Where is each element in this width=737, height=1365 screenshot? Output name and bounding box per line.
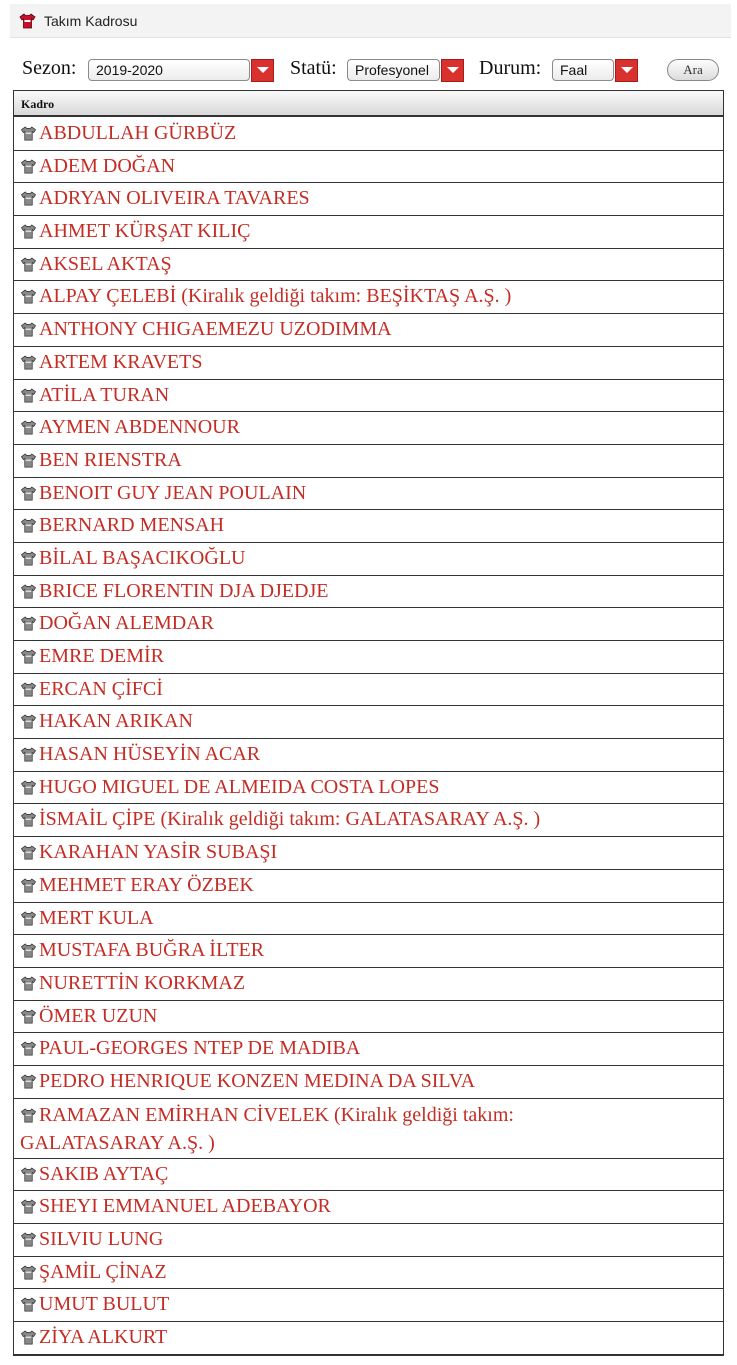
player-row[interactable]: [14, 674, 723, 707]
player-row[interactable]: [14, 1159, 723, 1192]
player-row[interactable]: [14, 608, 723, 641]
jersey-icon: [20, 486, 37, 501]
player-name-link[interactable]: SILVIU LUNG: [39, 1228, 164, 1250]
player-row[interactable]: [14, 1289, 723, 1322]
player-name-link[interactable]: AHMET KÜRŞAT KILIÇ: [39, 220, 251, 243]
player-row[interactable]: [14, 706, 723, 739]
status-select[interactable]: Profesyonel: [347, 59, 440, 81]
season-select[interactable]: 2019-2020: [88, 59, 250, 81]
player-row[interactable]: [14, 1322, 723, 1355]
player-name-link[interactable]: ZİYA ALKURT: [39, 1326, 168, 1349]
loan-note: (Kiralık geldiği takım: BEŞİKTAŞ A.Ş. ): [176, 285, 512, 308]
player-row[interactable]: [14, 1001, 723, 1034]
player-name-link[interactable]: DOĞAN ALEMDAR: [39, 612, 214, 635]
state-select[interactable]: Faal: [552, 59, 614, 81]
player-name-link[interactable]: ALPAY ÇELEBİ: [39, 285, 177, 308]
player-name-link[interactable]: BEN RIENSTRA: [39, 448, 182, 471]
player-name-link[interactable]: AYMEN ABDENNOUR: [39, 416, 240, 439]
jersey-icon: [20, 1297, 37, 1312]
player-row[interactable]: [14, 903, 723, 936]
jersey-icon: [20, 257, 37, 272]
player-name-link[interactable]: RAMAZAN EMİRHAN CİVELEK: [39, 1103, 329, 1126]
player-name-link[interactable]: ŞAMİL ÇİNAZ: [39, 1260, 167, 1283]
roster-rows: [14, 118, 723, 1355]
player-name-link[interactable]: MERT KULA: [39, 906, 154, 929]
player-name-link[interactable]: EMRE DEMİR: [39, 645, 164, 667]
player-row[interactable]: [14, 968, 723, 1001]
jersey-icon: [20, 1265, 37, 1280]
player-row[interactable]: [14, 1099, 723, 1159]
player-row[interactable]: [14, 772, 723, 805]
jersey-icon: [20, 453, 37, 468]
player-name-link[interactable]: ABDULLAH GÜRBÜZ: [39, 122, 237, 144]
player-name-link[interactable]: BİLAL BAŞACIKOĞLU: [39, 546, 246, 569]
player-name-link[interactable]: ÖMER UZUN: [39, 1004, 158, 1027]
roster-table: [13, 90, 724, 1356]
jersey-icon: [20, 682, 37, 697]
player-name-link[interactable]: NURETTİN KORKMAZ: [39, 971, 246, 994]
player-row[interactable]: [14, 478, 723, 511]
jersey-icon: [20, 322, 37, 337]
jersey-icon: [20, 159, 37, 174]
season-dropdown-button[interactable]: [251, 59, 274, 82]
player-name-link[interactable]: ADEM DOĞAN: [39, 154, 176, 177]
player-row[interactable]: [14, 314, 723, 347]
player-row[interactable]: [14, 183, 723, 216]
jersey-icon: [20, 649, 37, 664]
jersey-icon: [20, 976, 37, 991]
player-row[interactable]: [14, 1066, 723, 1099]
status-dropdown-button[interactable]: [441, 59, 464, 82]
player-name-link[interactable]: MEHMET ERAY ÖZBEK: [39, 873, 254, 896]
jersey-icon: [20, 224, 37, 239]
player-row[interactable]: [14, 837, 723, 870]
jersey-icon: [20, 812, 37, 827]
jersey-icon: [20, 747, 37, 762]
status-label: Statü:: [290, 57, 337, 79]
jersey-icon: [20, 1330, 37, 1345]
player-row[interactable]: [14, 216, 723, 249]
jersey-icon: [20, 420, 37, 435]
player-row[interactable]: [14, 281, 723, 314]
player-row[interactable]: [14, 804, 723, 837]
player-name-link[interactable]: ERCAN ÇİFCİ: [39, 677, 163, 700]
player-row[interactable]: [14, 935, 723, 968]
jersey-icon: [20, 551, 37, 566]
player-name-link[interactable]: UMUT BULUT: [39, 1293, 170, 1316]
player-row[interactable]: [14, 870, 723, 903]
player-name-link[interactable]: ANTHONY CHIGAEMEZU UZODIMMA: [39, 318, 392, 341]
player-name-link[interactable]: ARTEM KRAVETS: [39, 350, 203, 373]
player-name-link[interactable]: ADRYAN OLIVEIRA TAVARES: [39, 187, 310, 210]
player-row[interactable]: [14, 1191, 723, 1224]
panel-title: Takım Kadrosu: [44, 13, 138, 29]
player-name-link[interactable]: BENOIT GUY JEAN POULAIN: [39, 481, 307, 504]
player-name-link[interactable]: MUSTAFA BUĞRA İLTER: [39, 939, 265, 962]
player-row[interactable]: [14, 445, 723, 478]
player-row[interactable]: [14, 1257, 723, 1290]
player-name-link[interactable]: BERNARD MENSAH: [39, 514, 225, 537]
player-row[interactable]: [14, 151, 723, 184]
player-row[interactable]: [14, 1224, 723, 1257]
player-row[interactable]: [14, 249, 723, 282]
state-dropdown-button[interactable]: [615, 59, 638, 82]
player-name-link[interactable]: ATİLA TURAN: [39, 383, 170, 406]
jersey-icon: [20, 616, 37, 631]
jersey-icon: [20, 1232, 37, 1247]
player-name-link[interactable]: KARAHAN YASİR SUBAŞI: [39, 841, 278, 864]
jersey-icon: [20, 878, 37, 893]
search-button[interactable]: Ara: [667, 59, 719, 81]
player-row[interactable]: [14, 347, 723, 380]
jersey-icon: [20, 289, 37, 304]
player-name-link[interactable]: PAUL-GEORGES NTEP DE MADIBA: [39, 1037, 361, 1060]
jersey-icon: [20, 943, 37, 958]
jersey-icon: [19, 13, 36, 29]
table-header: [14, 91, 723, 117]
loan-note: (Kiralık geldiği takım: GALATASARAY A.Ş. ): [155, 808, 541, 831]
player-row[interactable]: [14, 380, 723, 413]
jersey-icon: [20, 518, 37, 533]
jersey-icon: [20, 1041, 37, 1056]
season-label: Sezon:: [22, 57, 77, 79]
jersey-icon: [20, 126, 37, 141]
jersey-icon: [20, 780, 37, 795]
player-name-link[interactable]: HUGO MIGUEL DE ALMEIDA COSTA LOPES: [39, 775, 440, 798]
player-name-link[interactable]: HAKAN ARIKAN: [39, 710, 193, 733]
state-label: Durum:: [479, 57, 542, 79]
jersey-icon: [20, 1167, 37, 1182]
player-row[interactable]: [14, 412, 723, 445]
jersey-icon: [20, 584, 37, 599]
jersey-icon: [20, 714, 37, 729]
jersey-icon: [20, 355, 37, 370]
player-name-link[interactable]: HASAN HÜSEYİN ACAR: [39, 743, 261, 766]
player-row[interactable]: [14, 641, 723, 674]
jersey-icon: [20, 388, 37, 403]
jersey-icon: [20, 845, 37, 860]
jersey-icon: [20, 1199, 37, 1214]
jersey-icon: [20, 1108, 37, 1123]
player-name-link[interactable]: İSMAİL ÇİPE: [39, 808, 156, 831]
jersey-icon: [20, 1074, 37, 1089]
filter-bar: [22, 56, 730, 86]
loan-note: (Kiralık geldiği takım: GALATASARAY A.Ş. ): [20, 1103, 514, 1154]
column-header-kadro: Kadro: [21, 97, 55, 111]
player-row[interactable]: [14, 543, 723, 576]
player-row[interactable]: [14, 576, 723, 609]
player-row[interactable]: [14, 1033, 723, 1066]
jersey-icon: [20, 191, 37, 206]
player-name-link[interactable]: SAKIB AYTAÇ: [39, 1162, 169, 1185]
player-row[interactable]: [14, 510, 723, 543]
player-name-link[interactable]: AKSEL AKTAŞ: [39, 252, 172, 275]
jersey-icon: [20, 911, 37, 926]
panel-header: [10, 4, 731, 38]
player-name-link[interactable]: BRICE FLORENTIN DJA DJEDJE: [39, 579, 329, 602]
player-name-link[interactable]: PEDRO HENRIQUE KONZEN MEDINA DA SILVA: [39, 1069, 476, 1092]
player-name-link[interactable]: SHEYI EMMANUEL ADEBAYOR: [39, 1195, 331, 1218]
player-row[interactable]: [14, 118, 723, 151]
player-row[interactable]: [14, 739, 723, 772]
jersey-icon: [20, 1009, 37, 1024]
